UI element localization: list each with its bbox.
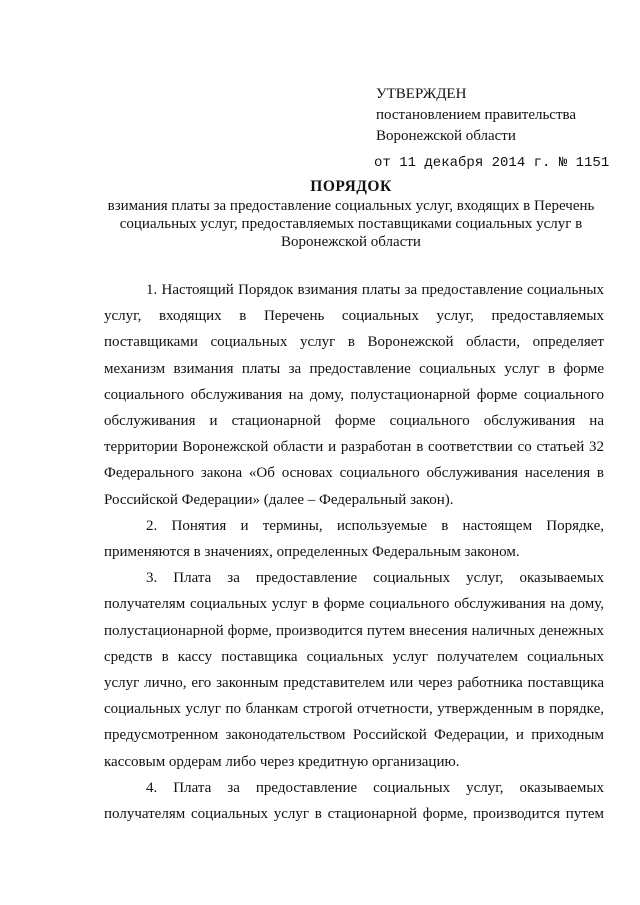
paragraph-4 bbox=[104, 775, 604, 827]
document-title-block bbox=[96, 178, 606, 251]
approval-heading: УТВЕРЖДЕН bbox=[376, 86, 467, 102]
approval-authority: постановлением правительства bbox=[376, 107, 577, 123]
paragraph-line: территории Воронежской области и разработан в соответствии со статьей 32 bbox=[104, 439, 604, 456]
paragraph-line: полустационарной форме, производится путем внесения наличных денежных bbox=[104, 622, 604, 639]
paragraph-line: получателям социальных услуг в форме социального обслуживания на дому, bbox=[104, 596, 604, 613]
paragraph-line: применяются в значениях, определенных Федеральным законом. bbox=[104, 544, 520, 561]
paragraph-line: обслуживания и стационарной форме социального обслуживания на bbox=[104, 413, 604, 430]
paragraph-line: кассовым ордерам либо через кредитную организацию. bbox=[104, 753, 460, 770]
paragraph-1 bbox=[104, 277, 604, 513]
approval-stamp bbox=[376, 84, 626, 174]
paragraph-line: предусмотренном законодательством Российской Федерации, и приходным bbox=[104, 727, 604, 744]
paragraph-line: Федерального закона «Об основах социального обслуживания населения в bbox=[104, 465, 604, 482]
paragraph-3 bbox=[104, 565, 604, 775]
paragraph-line: поставщиками социальных услуг в Воронежской области, определяет bbox=[104, 334, 604, 351]
document-body bbox=[104, 277, 604, 827]
paragraph-2 bbox=[104, 513, 604, 565]
approval-region: Воронежской области bbox=[376, 128, 516, 144]
paragraph-line: социальных услуг по бланкам строгой отчетности, утвержденным в порядке, bbox=[104, 701, 604, 718]
approval-date: от 11 декабря 2014 г. № 1151 bbox=[374, 155, 610, 171]
paragraph-line: социального обслуживания на дому, полустационарной форме социального bbox=[104, 386, 604, 403]
paragraph-line: Российской Федерации» (далее – Федеральный закон). bbox=[104, 491, 454, 508]
paragraph-line: 1. Настоящий Порядок взимания платы за предоставление социальных bbox=[146, 282, 604, 298]
document-subtitle-line-2: социальных услуг, предоставляемых поставщиками социальных услуг в bbox=[119, 216, 583, 232]
paragraph-line: услуг, входящих в Перечень социальных услуг, предоставляемых bbox=[104, 308, 604, 325]
paragraph-line: 3. Плата за предоставление социальных услуг, оказываемых bbox=[146, 570, 604, 587]
document-subtitle-line-3: Воронежской области bbox=[281, 234, 421, 250]
document-subtitle-line-1: взимания платы за предоставление социальных услуг, входящих в Перечень bbox=[107, 198, 595, 214]
paragraph-line: 2. Понятия и термины, используемые в настоящем Порядке, bbox=[146, 517, 604, 534]
document-title: ПОРЯДОК bbox=[310, 178, 392, 195]
paragraph-line: средств в кассу поставщика социальных услуг получателем социальных bbox=[104, 648, 604, 665]
paragraph-line: услуг лично, его законным представителем или через работника поставщика bbox=[104, 675, 604, 692]
paragraph-line: 4. Плата за предоставление социальных услуг, оказываемых bbox=[146, 779, 604, 796]
paragraph-line: получателям социальных услуг в стационарной форме, производится путем bbox=[104, 806, 604, 823]
paragraph-line: механизм взимания платы за предоставление социальных услуг в форме bbox=[104, 360, 604, 377]
